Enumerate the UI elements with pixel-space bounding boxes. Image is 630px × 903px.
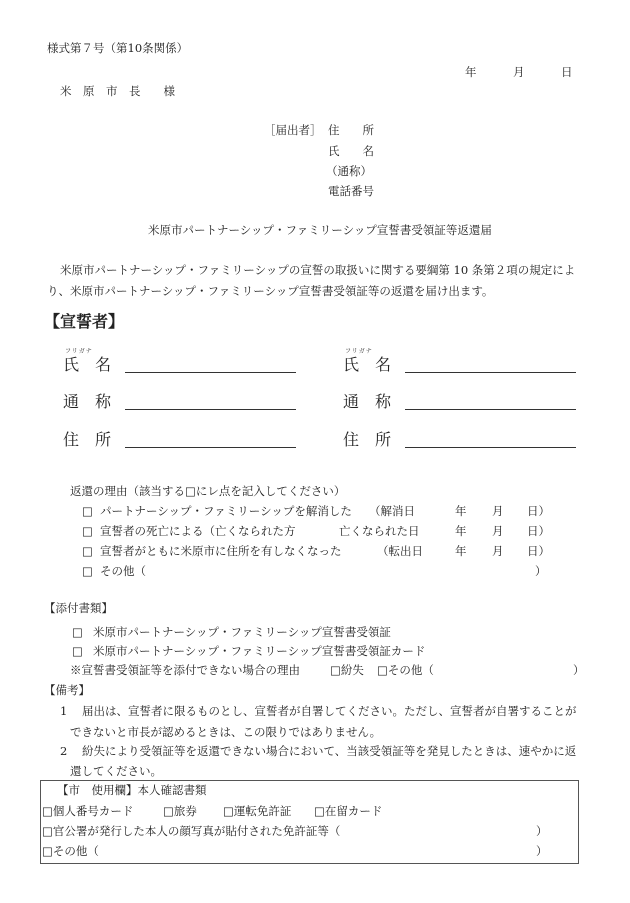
- id-residence-card-checkbox[interactable]: □在留カード: [314, 804, 383, 818]
- other-checkbox[interactable]: □その他（: [377, 663, 434, 677]
- declarants-heading: 【宣誓者】: [44, 312, 125, 331]
- reason-checkbox[interactable]: □: [82, 524, 93, 538]
- reason-checkbox[interactable]: □: [82, 504, 93, 518]
- remark-2-line-2: 還してください。: [70, 764, 162, 778]
- id-mynumber-checkbox[interactable]: □個人番号カード: [42, 804, 134, 818]
- reason-text: 宣誓者の死亡による（亡くなられた方: [100, 524, 296, 538]
- remark-2-line-1: 紛失により受領証等を返還できない場合において、当該受領証等を発見したときは、速やかに返: [82, 744, 577, 758]
- reason-text: 宣誓者がともに米原市に住所を有しなくなった: [100, 544, 342, 558]
- lost-checkbox[interactable]: □紛失: [330, 663, 364, 677]
- furigana-label-2: フリガナ: [345, 348, 373, 355]
- reason-checkbox[interactable]: □: [82, 564, 93, 578]
- intro-line-2: り、米原市パートナーシップ・ファミリーシップ宣誓書受領証等の返還を届け出ます。: [47, 284, 494, 298]
- reason-checkbox[interactable]: □: [82, 544, 93, 558]
- declarant-1-alias-field[interactable]: [125, 409, 296, 410]
- addressee: 米 原 市 長 様: [60, 84, 175, 98]
- declarant-1-alias-label: 通 称: [63, 392, 112, 411]
- remark-1-line-1: 届出は、宣誓者に限るものとし、宣誓者が自署してください。ただし、宣誓者が自署することが: [82, 704, 577, 718]
- declarant-2-address-label: 住 所: [343, 430, 392, 449]
- declarant-2-name-label: 氏 名: [343, 355, 392, 374]
- remark-1-line-2: できないと市長が認めるときは、この限りではありません。: [70, 725, 382, 739]
- reason-day: 日）: [527, 504, 550, 518]
- applicant-alias-label: （通称）: [326, 164, 372, 178]
- attachment-note: ※宣誓書受領証等を添付できない場合の理由: [70, 663, 300, 677]
- furigana-label-1: フリガナ: [65, 348, 93, 355]
- remark-number: 2: [60, 744, 68, 758]
- declarant-2-name-field[interactable]: [405, 372, 576, 373]
- id-other-checkbox[interactable]: □その他（: [42, 844, 99, 858]
- reason-close-paren: ）: [535, 564, 547, 578]
- remarks-heading: 【備考】: [44, 683, 90, 697]
- form-number: 様式第７号（第10条関係）: [47, 41, 189, 55]
- reason-text: その他（: [100, 564, 146, 578]
- reason-date-label: （転出日: [377, 544, 423, 558]
- reason-heading: 返還の理由（該当する□にレ点を記入してください）: [70, 484, 346, 498]
- id-passport-checkbox[interactable]: □旅券: [163, 804, 197, 818]
- reason-day: 日）: [527, 524, 550, 538]
- reason-year: 年: [455, 504, 467, 518]
- reason-year: 年: [455, 524, 467, 538]
- declarant-2-address-field[interactable]: [405, 447, 576, 448]
- other-id-close-paren: ）: [536, 844, 548, 858]
- attachment-item-2: 米原市パートナーシップ・ファミリーシップ宣誓書受領証カード: [93, 644, 426, 658]
- declarant-2-alias-label: 通 称: [343, 392, 392, 411]
- attachment-item-1: 米原市パートナーシップ・ファミリーシップ宣誓書受領証: [93, 625, 391, 639]
- intro-line-1: 米原市パートナーシップ・ファミリーシップの宣誓の取扱いに関する要綱第 10 条第２項の規定によ: [60, 263, 576, 277]
- id-license-checkbox[interactable]: □運転免許証: [223, 804, 292, 818]
- declarant-2-alias-field[interactable]: [405, 409, 576, 410]
- reason-month: 月: [492, 524, 504, 538]
- declarant-1-name-label: 氏 名: [63, 355, 112, 374]
- reason-year: 年: [455, 544, 467, 558]
- reason-month: 月: [492, 504, 504, 518]
- other-close-paren: ）: [573, 663, 585, 677]
- applicant-address-label: 住 所: [328, 123, 374, 137]
- reason-date-label: 亡くなられた日: [339, 524, 420, 538]
- license-close-paren: ）: [536, 824, 548, 838]
- attachment-checkbox[interactable]: □: [72, 644, 83, 658]
- attachment-checkbox[interactable]: □: [72, 625, 83, 639]
- id-official-license-checkbox[interactable]: □官公署が発行した本人の顔写真が貼付された免許証等（: [42, 824, 341, 838]
- applicant-phone-label: 電話番号: [328, 184, 374, 198]
- date-day: 日: [561, 65, 573, 79]
- reason-month: 月: [492, 544, 504, 558]
- reason-day: 日）: [527, 544, 550, 558]
- declarant-1-address-field[interactable]: [125, 447, 296, 448]
- declarant-1-address-label: 住 所: [63, 430, 112, 449]
- remark-number: 1: [60, 704, 68, 718]
- declarant-1-name-field[interactable]: [125, 372, 296, 373]
- document-title: 米原市パートナーシップ・ファミリーシップ宣誓書受領証等返還届: [148, 223, 492, 237]
- date-year: 年: [465, 65, 477, 79]
- applicant-name-label: 氏 名: [328, 144, 374, 158]
- reason-date-label: （解消日: [369, 504, 415, 518]
- reason-text: パートナーシップ・ファミリーシップを解消した: [100, 504, 352, 518]
- date-month: 月: [513, 65, 525, 79]
- city-use-heading: 【市 使用欄】本人確認書類: [57, 783, 207, 797]
- applicant-label: ［届出者］: [264, 123, 322, 137]
- attachments-heading: 【添付書類】: [44, 601, 113, 615]
